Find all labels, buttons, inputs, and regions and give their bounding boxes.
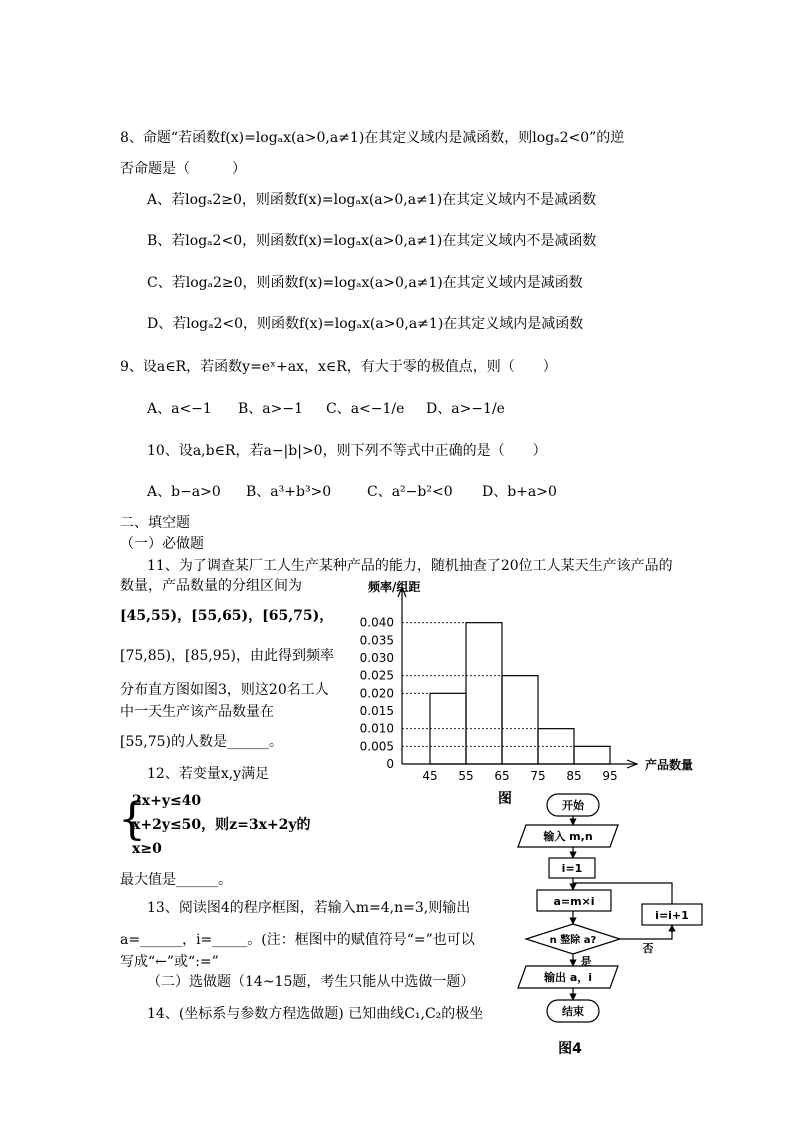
- assign-label: a=m×i: [553, 895, 595, 908]
- input-label: 输入 m,n: [543, 830, 593, 843]
- q13-line3: 写成“←”或“:=”: [120, 954, 219, 970]
- y-tick-label: 0.015: [359, 704, 394, 718]
- q11-line5: 分布直方图如图3，则这20名工人: [120, 682, 329, 698]
- decision-label: n 整除 a?: [549, 935, 597, 946]
- output-label: 输出 a，i: [543, 971, 593, 984]
- x-tick-label: 75: [530, 769, 546, 783]
- q8-option-d: D、若logₐ2<0，则函数f(x)=logₐx(a>0,a≠1)在其定义域内是减函数: [147, 316, 584, 332]
- q13-line2: a=______，i=_____。(注：框图中的赋值符号“=”也可以: [120, 932, 475, 948]
- q10-stem: 10、设a,b∈R，若a−|b|>0，则下列不等式中正确的是（ ）: [147, 443, 547, 459]
- q9-option-a: A、a<−1: [147, 401, 212, 417]
- q10-option-b: B、a³+b³>0: [246, 484, 332, 500]
- q8-stem-line2: 否命题是（ ）: [120, 161, 246, 177]
- section-optional: （二）选做题（14~15题，考生只能从中选做一题）: [147, 974, 475, 990]
- histogram-bar: [466, 623, 502, 764]
- q8-option-a: A、若logₐ2≥0，则函数f(x)=logₐx(a>0,a≠1)在其定义域内不是减函数: [147, 192, 597, 208]
- q10-option-a: A、b−a>0: [147, 484, 221, 500]
- q10-option-d: D、b+a>0: [482, 484, 557, 500]
- q9-option-b: B、a>−1: [238, 401, 304, 417]
- q14-line1: 14、(坐标系与参数方程选做题) 已知曲线C₁,C₂的极坐: [147, 1006, 484, 1022]
- end-label: 结束: [562, 1005, 584, 1018]
- brace: {: [118, 794, 146, 845]
- q12-line2: 最大值是______。: [120, 872, 232, 888]
- q11-line4: [75,85)，[85,95)，由此得到频率: [120, 648, 335, 664]
- x-tick-label: 95: [602, 769, 618, 783]
- x-tick-label: 85: [566, 769, 582, 783]
- y-tick-label: 0.040: [359, 615, 394, 630]
- q11-line7: [55,75)的人数是______。: [120, 734, 284, 750]
- program-flowchart: [510, 790, 725, 1065]
- y-tick-label: 0: [386, 757, 394, 771]
- q8-stem-line1: 8、命题“若函数f(x)=logₐx(a>0,a≠1)在其定义域内是减函数，则logₐ2<0”的逆: [120, 130, 625, 146]
- y-tick-label: 0.035: [359, 633, 394, 648]
- histogram-chart: [350, 575, 720, 810]
- section-required: （一）必做题: [120, 536, 204, 552]
- x-axis-label: 产品数量: [645, 758, 694, 772]
- y-tick-label: 0.005: [359, 739, 394, 754]
- q12-constraint-1: 2x+y≤40: [132, 793, 202, 809]
- histogram-bar: [574, 746, 610, 764]
- y-axis-label: 频率/组距: [368, 580, 421, 594]
- y-tick-label: 0.010: [359, 721, 394, 736]
- q9-option-d: D、a>−1/e: [426, 401, 505, 417]
- q11-line2: 数量，产品数量的分组区间为: [120, 578, 302, 594]
- yes-label: 是: [580, 955, 592, 968]
- q8-option-b: B、若logₐ2<0，则函数f(x)=logₐx(a>0,a≠1)在其定义域内不是减函数: [147, 233, 597, 249]
- q9-stem: 9、设a∈R，若函数y=eˣ+ax，x∈R，有大于零的极值点，则（ ）: [120, 359, 557, 375]
- histogram-bar: [502, 676, 538, 764]
- q12-line1: 12、若变量x,y满足: [147, 766, 270, 782]
- q13-line1: 13、阅读图4的程序框图，若输入m=4,n=3,则输出: [147, 900, 471, 916]
- q8-option-c: C、若logₐ2≥0，则函数f(x)=logₐx(a>0,a≠1)在其定义域内是减函数: [147, 275, 583, 291]
- no-label: 否: [642, 942, 654, 955]
- q12-constraint-2: x+2y≤50，则z=3x+2y的: [132, 817, 311, 833]
- q11-line1: 11、为了调查某厂工人生产某种产品的能力，随机抽查了20位工人某天生产该产品的: [147, 558, 673, 574]
- q11-line6: 中一天生产该产品数量在: [120, 704, 274, 720]
- update-label: i=i+1: [655, 909, 689, 922]
- q12-constraint-3: x≥0: [132, 841, 162, 857]
- y-tick-label: 0.020: [359, 686, 394, 701]
- init-label: i=1: [561, 862, 583, 875]
- x-tick-label: 65: [494, 769, 510, 783]
- flowchart-caption: 图4: [558, 1041, 582, 1057]
- chart-caption: 图: [498, 791, 512, 807]
- x-tick-label: 55: [458, 769, 474, 783]
- y-tick-label: 0.030: [359, 651, 394, 665]
- q11-line3: [45,55)，[55,65)，[65,75)，: [120, 608, 334, 624]
- y-tick-label: 0.025: [359, 668, 394, 683]
- q10-option-c: C、a²−b²<0: [367, 484, 453, 500]
- x-tick-label: 45: [422, 769, 438, 783]
- section-title: 二、填空题: [120, 515, 190, 531]
- start-label: 开始: [562, 799, 584, 812]
- q9-option-c: C、a<−1/e: [326, 401, 405, 417]
